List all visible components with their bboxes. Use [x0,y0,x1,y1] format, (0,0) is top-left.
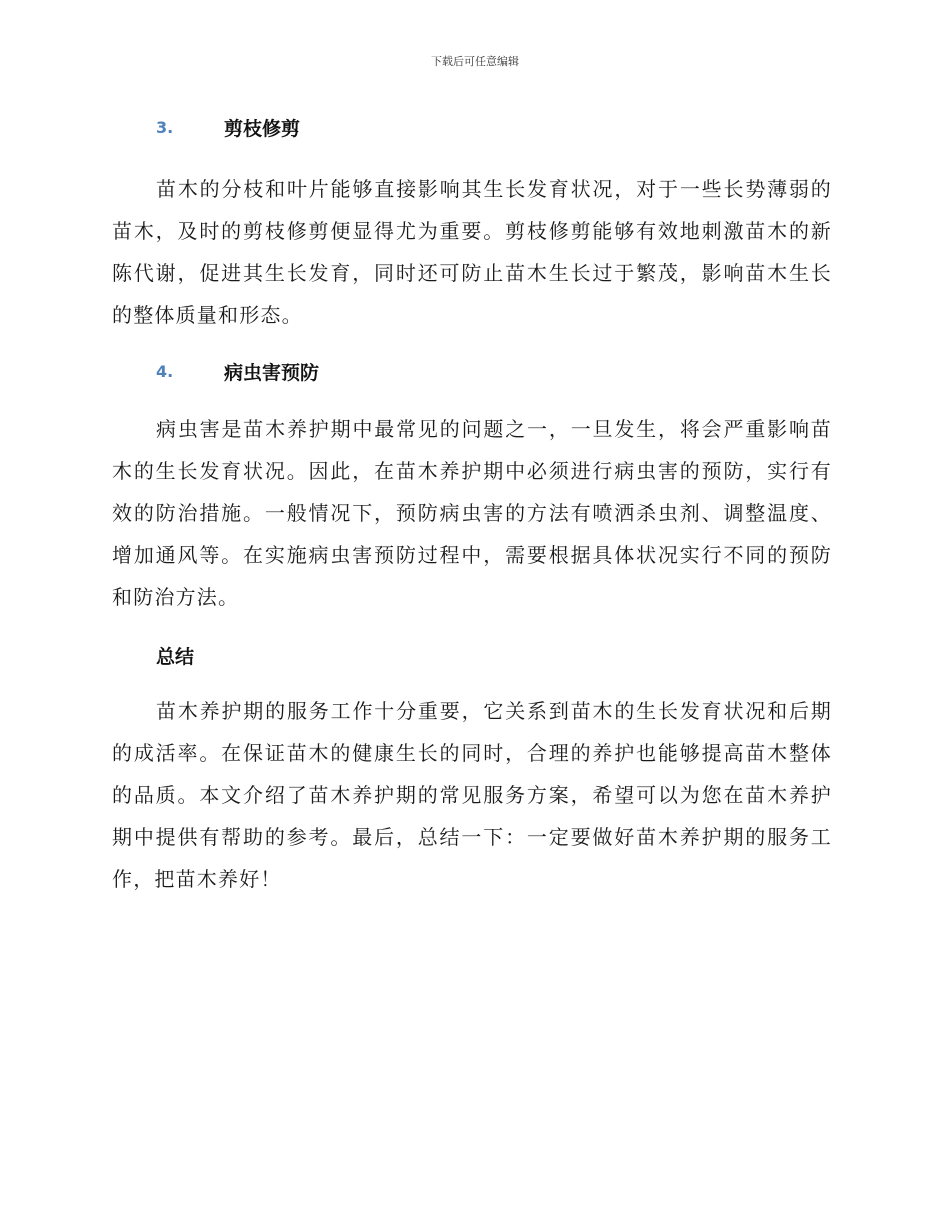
section-title: 总结 [156,645,195,668]
document-body [112,112,832,900]
section-heading-summary [156,640,832,670]
section-number: 3. [156,117,174,137]
page-header: 下载后可任意编辑 [431,55,519,68]
section-paragraph-pest-prevention: 病虫害是苗木养护期中最常见的问题之一，一旦发生，将会严重影响苗木的生长发育状况。因此，在苗木养护期中必须进行病虫害的预防，实行有效的防治措施。一般情况下，预防病虫害的方法有喷洒杀虫剂、调整温度、增加通风等。在实施病虫害预防过程中，需要根据具体状况实行不同的预防和防治方法。 [112,417,832,609]
section-heading-pruning [156,112,832,142]
section-paragraph-pruning: 苗木的分枝和叶片能够直接影响其生长发育状况，对于一些长势薄弱的苗木，及时的剪枝修剪便显得尤为重要。剪枝修剪能够有效地刺激苗木的新陈代谢，促进其生长发育，同时还可防止苗木生长过于繁茂，影响苗木生长的整体质量和形态。 [112,177,832,327]
section-title: 病虫害预防 [224,361,320,384]
section-number: 4. [156,361,174,381]
section-paragraph-summary: 苗木养护期的服务工作十分重要，它关系到苗木的生长发育状况和后期的成活率。在保证苗木的健康生长的同时，合理的养护也能够提高苗木整体的品质。本文介绍了苗木养护期的常见服务方案，希望可以为您在苗木养护期中提供有帮助的参考。最后，总结一下：一定要做好苗木养护期的服务工作，把苗木养好！ [112,699,832,891]
section-title: 剪枝修剪 [224,117,301,140]
section-heading-pest-prevention [156,356,832,386]
